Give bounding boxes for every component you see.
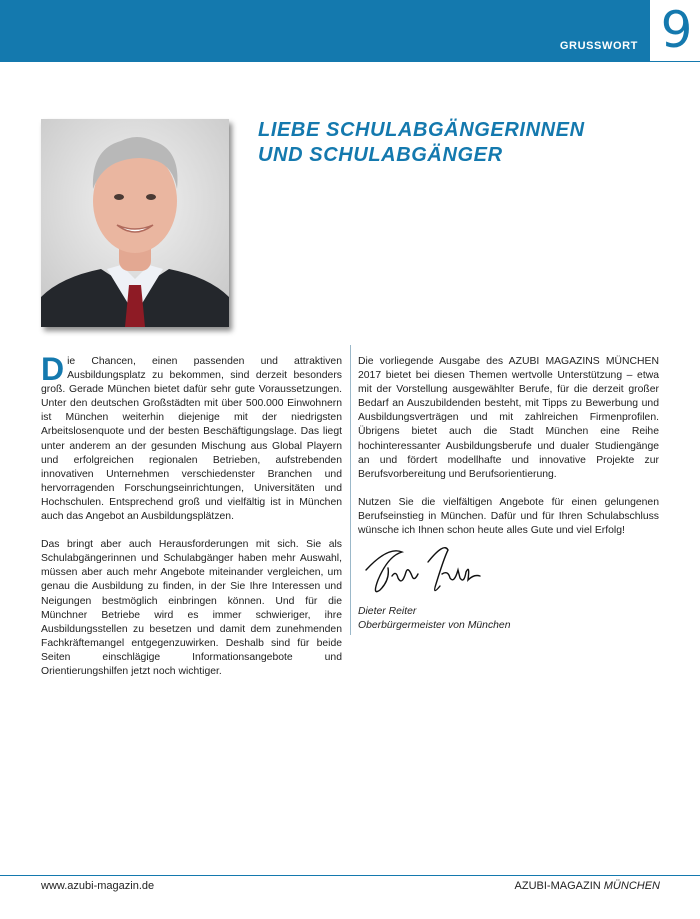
paragraph: Nutzen Sie die vielfältigen Angebote für einen gelungenen Berufseinstieg in München. Dafür und für Ihren Schulabschluss wünsche ich Ihnen schon heute alles Gute und viel Erfolg! — [358, 496, 659, 537]
paragraph — [41, 351, 342, 524]
footer-website-link[interactable]: www.azubi-magazin.de — [41, 880, 155, 892]
paragraph: Die vorliegende Ausgabe des AZUBI MAGAZINS MÜNCHEN 2017 bietet bei diesen Themen wertvolle Unterstützung – etwa mit der Vorstellung ausgewählter Berufe, für die derzeit großer Bedarf an Auszubildenden besteht, mit Tipps zu Bewerbung und Ausbildungsverträgen und mit zahlreichen Firmenprofilen. Übrigens bietet auch die Stadt München eine Reihe hochinteressanter Ausbildungsberufe und dualer Studiengänge an und fördert modellhafte und innovative Projekte zur Berufsvorbereitung und Berufsorientierung. — [358, 356, 659, 480]
footer-rule — [0, 875, 700, 876]
header-bar — [0, 0, 650, 61]
signer-title: Oberbürgermeister von München — [358, 620, 511, 631]
headline-line-2: UND SCHULABGÄNGER — [258, 144, 503, 166]
paragraph: Das bringt aber auch Herausforderungen mit sich. Sie als Schulabgängerinnen und Schulabgänger haben mehr Auswahl, müssen aber auch mehr Angebote miteinander vergleichen, um genau die Ausbildung zu finden, in der Sie Ihre Interessen und Neigungen bestmöglich einbringen können. Und für die Münchner Betriebe wird es immer schwieriger, ihre Ausbildungsstellen zu besetzen und damit dem zunehmenden Fachkräftemangel entgegenzuwirken. Deshalb sind für beide Seiten einschlägige Informationsangebote und Orientierungshilfen jetzt noch wichtiger. — [41, 539, 342, 677]
portrait-photo — [41, 119, 229, 327]
handwritten-signature — [358, 540, 488, 598]
page-number: 9 — [660, 1, 693, 59]
footer-brand — [515, 880, 660, 892]
section-label: GRUSSWORT — [559, 40, 638, 52]
column-divider — [350, 345, 351, 635]
paragraph-text: ie Chancen, einen passenden und attraktiven Ausbildungsplatz zu bekommen, sind derzeit besonders groß. Gerade München bietet dafür sehr gute Voraussetzungen. Unter den deutschen Großstädten mit über 500.000 Einwohnern ist München weiterhin diejenige mit der niedrigsten Arbeitslosenquote und der besten Beschäftigungslage. Das liegt unter anderem an der gesunden Mischung aus Global Playern und erfolgreichen regionalen Betrieben, aufstrebenden innovativen Unternehmen verschiedenster Branchen und hervorragenden Forschungseinrichtungen, Universitäten und Hochschulen. Entsprechend groß und vielfältig ist in München auch das Angebot an Ausbildungsplätzen. — [41, 356, 342, 523]
headline — [258, 118, 585, 168]
drop-cap: D — [41, 351, 65, 387]
footer-brand-name: AZUBI-MAGAZIN — [514, 880, 601, 892]
portrait-illustration — [41, 119, 229, 327]
text-column-right — [358, 355, 659, 552]
headline-line-1: LIEBE SCHULABGÄNGERINNEN — [258, 119, 585, 141]
text-column-left — [41, 351, 342, 693]
footer-brand-city: MÜNCHEN — [603, 880, 660, 892]
signer-name: Dieter Reiter — [358, 606, 417, 617]
header-rule — [0, 61, 700, 62]
